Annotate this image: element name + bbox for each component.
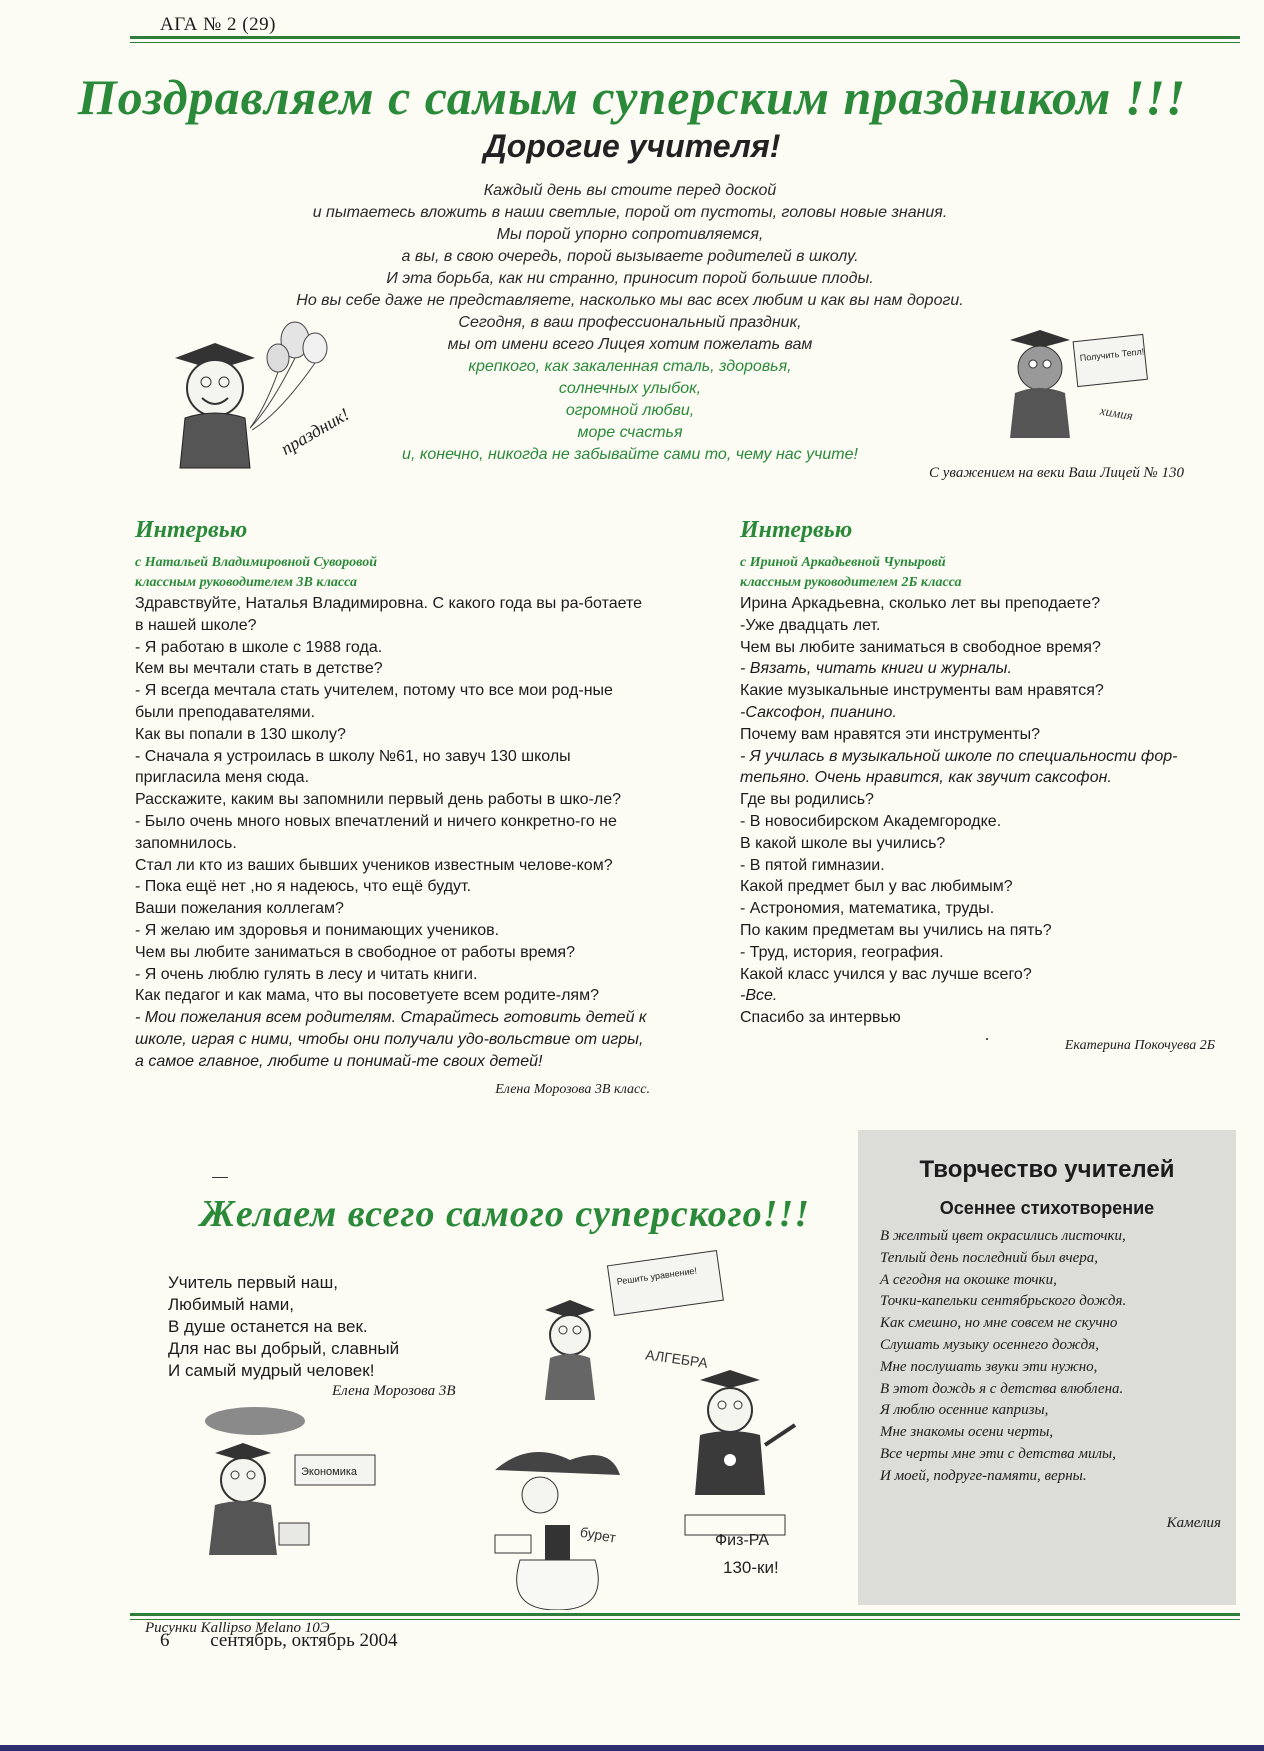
greeting-line: мы от имени всего Лицея хотим пожелать вам bbox=[447, 336, 813, 353]
poem-line: Как смешно, но мне совсем не скучно bbox=[880, 1315, 1118, 1332]
interview-question: В какой школе вы учились? bbox=[740, 834, 946, 852]
pe-label-2: 130-ки! bbox=[723, 1558, 779, 1577]
interview-answer: -Уже двадцать лет. bbox=[740, 616, 881, 634]
wish-line: море счастья bbox=[577, 424, 683, 441]
scribble-label: химия bbox=[1098, 402, 1135, 424]
interview-answer: - Мои пожелания всем родителям. Старайтесь готовить детей к школе, играя с ними, чтобы они получали удо-вольствие от игры, а самое главное, любите и понимай-те своих детей! bbox=[135, 1009, 647, 1070]
scan-dash bbox=[212, 1177, 228, 1178]
poem-line: И самый мудрый человек! bbox=[168, 1361, 375, 1380]
interview-question: Как вы попали в 130 школу? bbox=[135, 725, 346, 743]
poem-line: Все черты мне эти с детства милы, bbox=[880, 1445, 1116, 1462]
top-rule-thin bbox=[130, 42, 1240, 43]
interview-heading: Интервью bbox=[135, 517, 248, 543]
wish-headline: Желаем всего самого суперского!!! bbox=[200, 1193, 810, 1235]
buret-label: бурет bbox=[578, 1523, 618, 1546]
interview-question: Какой предмет был у вас любимым? bbox=[740, 878, 1013, 896]
interview-question: Здравствуйте, Наталья Владимировна. С какого года вы ра-ботаете в нашей школе? bbox=[135, 595, 643, 634]
interview-right bbox=[740, 515, 1215, 1057]
interview-answer: - Я желаю им здоровья и понимающих учеников. bbox=[135, 921, 500, 939]
interview-question: Какой класс учился у вас лучше всего? bbox=[740, 965, 1032, 983]
bottom-rule-thin bbox=[130, 1619, 1240, 1620]
interview-answer: - Астрономия, математика, труды. bbox=[740, 900, 995, 918]
interview-question: Стал ли кто из ваших бывших учеников известным челове-ком? bbox=[135, 856, 613, 874]
issue-number: АГА № 2 (29) bbox=[160, 14, 276, 35]
main-headline: Поздравляем с самым суперским праздником !!! bbox=[77, 69, 1187, 125]
economics-label: Экономика bbox=[301, 1466, 358, 1478]
greeting-signature: С уважением на веки Ваш Лицей № 130 bbox=[929, 465, 1184, 481]
interview-answer: -Все. bbox=[740, 987, 778, 1005]
interview-subtitle: классным руководителем 3В класса bbox=[135, 575, 357, 590]
interview-answer: - Вязать, читать книги и журналы. bbox=[740, 660, 1012, 678]
interview-answer: - Я всегда мечтала стать учителем, потому что все мои род-ные были преподавателями. bbox=[135, 682, 613, 721]
wish-line: солнечных улыбок, bbox=[558, 380, 702, 397]
interview-author: Екатерина Покочуева 2Б bbox=[1064, 1037, 1215, 1053]
poem-line: Мне послушать звуки эти нужно, bbox=[880, 1358, 1098, 1375]
poem-line: В душе останется на век. bbox=[168, 1317, 368, 1336]
poem-line: И моей, подруге-памяти, верны. bbox=[880, 1467, 1087, 1484]
interview-question: Почему вам нравятся эти инструменты? bbox=[740, 725, 1041, 743]
bottom-rule bbox=[130, 1613, 1240, 1616]
interview-answer: - Было очень много новых впечатлений и ничего конкретно-го не запомнилось. bbox=[135, 812, 617, 852]
wish-line: огромной любви, bbox=[565, 402, 695, 419]
graduate-balloons-drawing bbox=[160, 318, 420, 488]
poem-line: Я люблю осенние капризы, bbox=[880, 1402, 1049, 1419]
interview-subtitle: классным руководителем 2Б класса bbox=[740, 575, 962, 590]
interview-question: Где вы родились? bbox=[740, 791, 874, 809]
box-title: Творчество учителей bbox=[919, 1156, 1175, 1183]
page-footer bbox=[160, 1630, 398, 1652]
interview-question: Чем вы любите заниматься в свободное время? bbox=[740, 638, 1101, 656]
greeting-line: Каждый день вы стоите перед доской bbox=[483, 182, 777, 199]
poem-line: В этот дождь я с детства влюблена. bbox=[880, 1380, 1124, 1397]
scan-speck bbox=[986, 1038, 988, 1040]
interview-answer: - Труд, история, география. bbox=[740, 943, 944, 961]
interview-author: Елена Морозова 3В класс. bbox=[495, 1081, 650, 1097]
poem-line: Для нас вы добрый, славный bbox=[168, 1339, 400, 1358]
autumn-poem bbox=[880, 1226, 1225, 1488]
greeting-line: а вы, в свою очередь, порой вызываете родителей в школу. bbox=[401, 248, 859, 265]
interview-question: Чем вы любите заниматься в свободное от работы время? bbox=[135, 943, 575, 961]
poem-line: Учитель первый наш, bbox=[168, 1273, 338, 1292]
balloon-label: праздник! bbox=[277, 403, 353, 459]
top-rule bbox=[130, 36, 1240, 39]
drawings-credit: Рисунки Kallipso Melano 10Э bbox=[145, 1620, 330, 1636]
graduate-sign-drawing bbox=[990, 328, 1190, 448]
page-number: 6 bbox=[160, 1630, 170, 1651]
poem-line: Точки-капельки сентябрьского дождя. bbox=[880, 1293, 1127, 1310]
poem-line: В желтый цвет окрасились листочки, bbox=[880, 1228, 1126, 1244]
wish-line: и, конечно, никогда не забывайте сами то, чему нас учите! bbox=[402, 446, 858, 463]
interview-answer: -Саксофон, пианино. bbox=[740, 703, 897, 721]
interview-answer: - Я училась в музыкальной школе по специальности фор-тепьяно. Очень нравится, как звучит саксофон. bbox=[740, 747, 1178, 787]
interview-closing: Спасибо за интервью bbox=[740, 1009, 901, 1027]
interview-question: Какие музыкальные инструменты вам нравятся? bbox=[740, 682, 1104, 700]
box-subtitle: Осеннее стихотворение bbox=[939, 1198, 1155, 1218]
greeting-line: и пытаетесь вложить в наши светлые, порой от пустоты, головы новые знания. bbox=[312, 204, 948, 221]
greeting-line: И эта борьба, как ни странно, приносит порой большие плоды. bbox=[386, 270, 874, 287]
interview-question: Расскажите, каким вы запомнили первый день работы в шко-ле? bbox=[135, 791, 622, 809]
poem-line: Слушать музыку осеннего дождя, bbox=[880, 1336, 1099, 1353]
poem-author: Елена Морозова 3В bbox=[332, 1383, 456, 1399]
pe-label-1: Физ-РА bbox=[715, 1532, 770, 1549]
economics-teacher-drawing bbox=[195, 1405, 415, 1565]
board-label: Решить уравнение! bbox=[616, 1265, 698, 1287]
interview-subtitle: с Натальей Владимировной Суворовой bbox=[135, 555, 377, 570]
interview-subtitle: с Ириной Аркадьевной Чупыровй bbox=[740, 555, 946, 570]
greeting-title: Дорогие учителя! bbox=[483, 128, 781, 164]
poem-author: Камелия bbox=[1166, 1515, 1221, 1531]
pe-teacher-drawing bbox=[675, 1365, 860, 1610]
interview-answer: - Я очень люблю гулять в лесу и читать книги. bbox=[135, 965, 478, 983]
poem-line: Мне знакомы осени черты, bbox=[880, 1424, 1054, 1441]
interview-answer: - В новосибирском Академгородке. bbox=[740, 812, 1002, 830]
poem-line: А сегодня на окошке точки, bbox=[880, 1271, 1057, 1288]
sign-label: Получить Тепл! bbox=[1079, 346, 1145, 364]
greeting-line: Мы порой упорно сопротивляемся, bbox=[496, 226, 764, 243]
interview-answer: - В пятой гимназии. bbox=[740, 856, 885, 874]
interview-answer: - Пока ещё нет ,но я надеюсь, что ещё будут. bbox=[135, 878, 472, 896]
algebra-label: АЛГЕБРА bbox=[644, 1346, 709, 1371]
issue-date: сентябрь, октябрь 2004 bbox=[210, 1630, 398, 1651]
interview-answer: - Сначала я устроилась в школу №61, но завуч 130 школы пригласила меня сюда. bbox=[135, 747, 571, 787]
greeting-line: Сегодня, в ваш профессиональный праздник, bbox=[458, 314, 802, 331]
interview-question: Как педагог и как мама, что вы посоветуете всем родите-лям? bbox=[135, 987, 599, 1005]
interview-heading: Интервью bbox=[740, 517, 853, 543]
interview-question: Кем вы мечтали стать в детстве? bbox=[135, 660, 383, 678]
teacher-creativity-box bbox=[858, 1130, 1236, 1605]
interview-question: Ирина Аркадьевна, сколько лет вы преподаете? bbox=[740, 595, 1101, 612]
poem-line: Теплый день последний был вчера, bbox=[880, 1249, 1099, 1266]
interview-answer: - Я работаю в школе с 1988 года. bbox=[135, 638, 383, 656]
chemistry-teacher-drawing bbox=[490, 1440, 650, 1610]
interview-question: По каким предметам вы учились на пять? bbox=[740, 921, 1052, 939]
scan-edge bbox=[0, 1745, 1264, 1751]
student-poem bbox=[168, 1272, 399, 1382]
interview-left bbox=[135, 515, 650, 1100]
wish-line: крепкого, как закаленная сталь, здоровья, bbox=[468, 358, 792, 375]
interview-question: Ваши пожелания коллегам? bbox=[135, 900, 344, 918]
poem-line: Любимый нами, bbox=[168, 1295, 295, 1314]
greeting-line: Но вы себе даже не представляете, насколько мы вас всех любим и как вы нам дороги. bbox=[296, 292, 964, 309]
